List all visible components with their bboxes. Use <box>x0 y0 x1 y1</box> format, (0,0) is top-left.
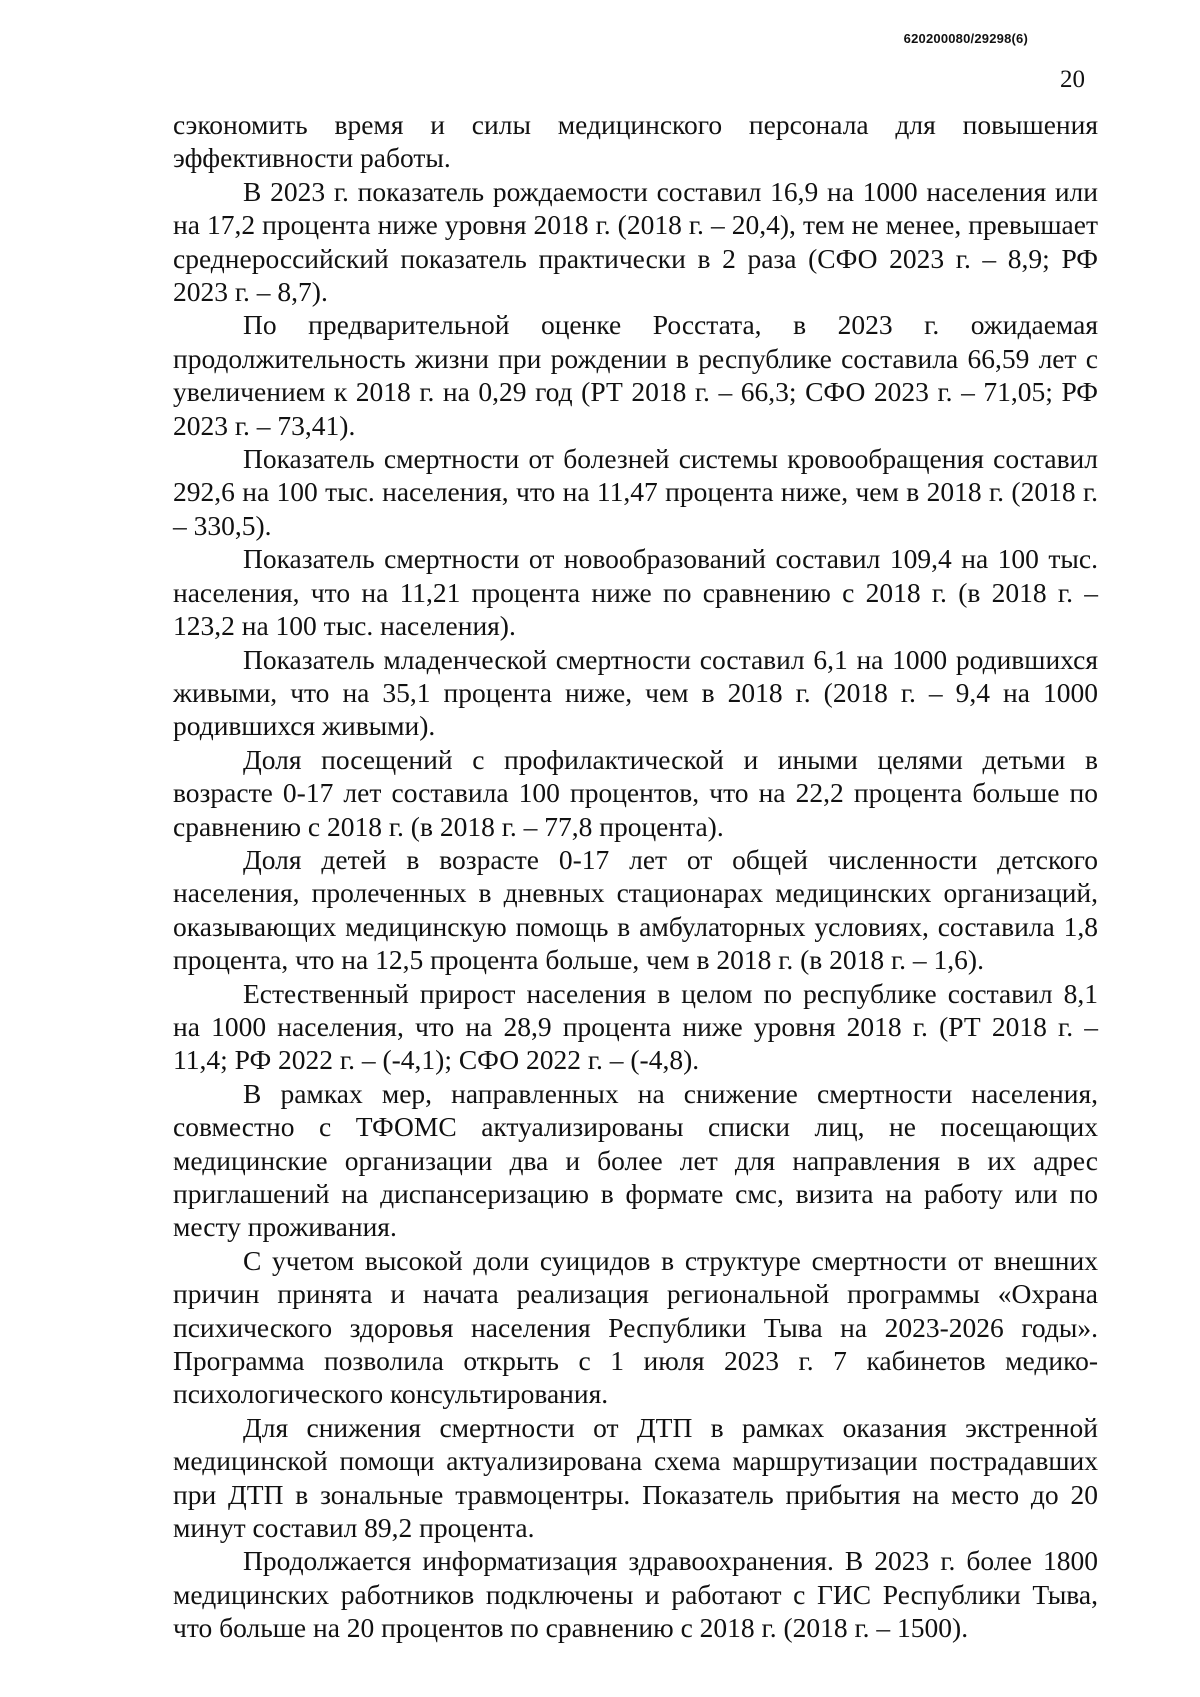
paragraph-circulatory-mortality: Показатель смертности от болезней системы кровообращения составил 292,6 на 100 тыс. населения, что на 11,47 процента ниже, чем в 2018 г. (2018 г. – 330,5). <box>173 443 1098 541</box>
paragraph-neoplasm-mortality: Показатель смертности от новообразований составил 109,4 на 100 тыс. населения, что на 11,21 процента ниже по сравнению с 2018 г. (в 2018 г. – 123,2 на 100 тыс. населения). <box>173 543 1098 642</box>
paragraph-life-expectancy: По предварительной оценке Росстата, в 2023 г. ожидаемая продолжительность жизни при рождении в республике составила 66,59 лет с увеличением к 2018 г. на 0,29 год (РТ 2018 г. – 66,3; СФО 2023 г. – 71,05; РФ 2023 г. – 73,41). <box>173 309 1098 441</box>
paragraph-birth-rate: В 2023 г. показатель рождаемости составил 16,9 на 1000 населения или на 17,2 процента ниже уровня 2018 г. (2018 г. – 20,4), тем не менее, превышает среднероссийский показатель практически в 2 раза (СФО 2023 г. – 8,9; РФ 2023 г. – 8,7). <box>173 175 1098 308</box>
document-id: 620200080/29298(6) <box>903 31 1028 46</box>
paragraph-day-hospital: Доля детей в возрасте 0-17 лет от общей численности детского населения, пролеченных в дневных стационарах медицинских организаций, оказывающих медицинскую помощь в амбулаторных условиях, составила 1,8 процента, что на 12,5 процента больше, чем в 2018 г. (в 2018 г. – 1,6). <box>173 843 1098 976</box>
page-number: 20 <box>1060 66 1085 93</box>
paragraph-natural-growth: Естественный прирост населения в целом по республике составил 8,1 на 1000 населения, что на 28,9 процента ниже уровня 2018 г. (РТ 2018 г. – 11,4; РФ 2022 г. – (-4,1); СФО 2022 г. – (-4,8). <box>173 977 1098 1076</box>
paragraph-infant-mortality: Показатель младенческой смертности составил 6,1 на 1000 родившихся живыми, что на 35,1 процента ниже, чем в 2018 г. (2018 г. – 9,4 на 1000 родившихся живыми). <box>173 643 1098 742</box>
paragraph-mortality-measures: В рамках мер, направленных на снижение смертности населения, совместно с ТФОМС актуализированы списки лиц, не посещающих медицинские организации два и более лет для направления в их адрес приглашений на диспансеризацию в формате смс, визита на работу или по месту проживания. <box>173 1077 1098 1243</box>
paragraph-child-visits: Доля посещений с профилактической и иными целями детьми в возрасте 0-17 лет составила 100 процентов, что на 22,2 процента больше по сравнению с 2018 г. (в 2018 г. – 77,8 процента). <box>173 743 1098 842</box>
document-body <box>173 108 1098 1645</box>
paragraph-mental-health: С учетом высокой доли суицидов в структуре смертности от внешних причин принята и начата реализация региональной программы «Охрана психического здоровья населения Республики Тыва на 2023-2026 годы». Программа позволила открыть с 1 июля 2023 г. 7 кабинетов медико-психологического консультирования. <box>173 1244 1098 1410</box>
paragraph-road-accidents: Для снижения смертности от ДТП в рамках оказания экстренной медицинской помощи актуализирована схема маршрутизации пострадавших при ДТП в зональные травмоцентры. Показатель прибытия на место до 20 минут составил 89,2 процента. <box>173 1411 1098 1544</box>
paragraph-continuation: сэкономить время и силы медицинского персонала для повышения эффективности работы. <box>173 109 1098 174</box>
paragraph-informatization: Продолжается информатизация здравоохранения. В 2023 г. более 1800 медицинских работников подключены и работают с ГИС Республики Тыва, что больше на 20 процентов по сравнению с 2018 г. (2018 г. – 1500). <box>173 1545 1098 1644</box>
